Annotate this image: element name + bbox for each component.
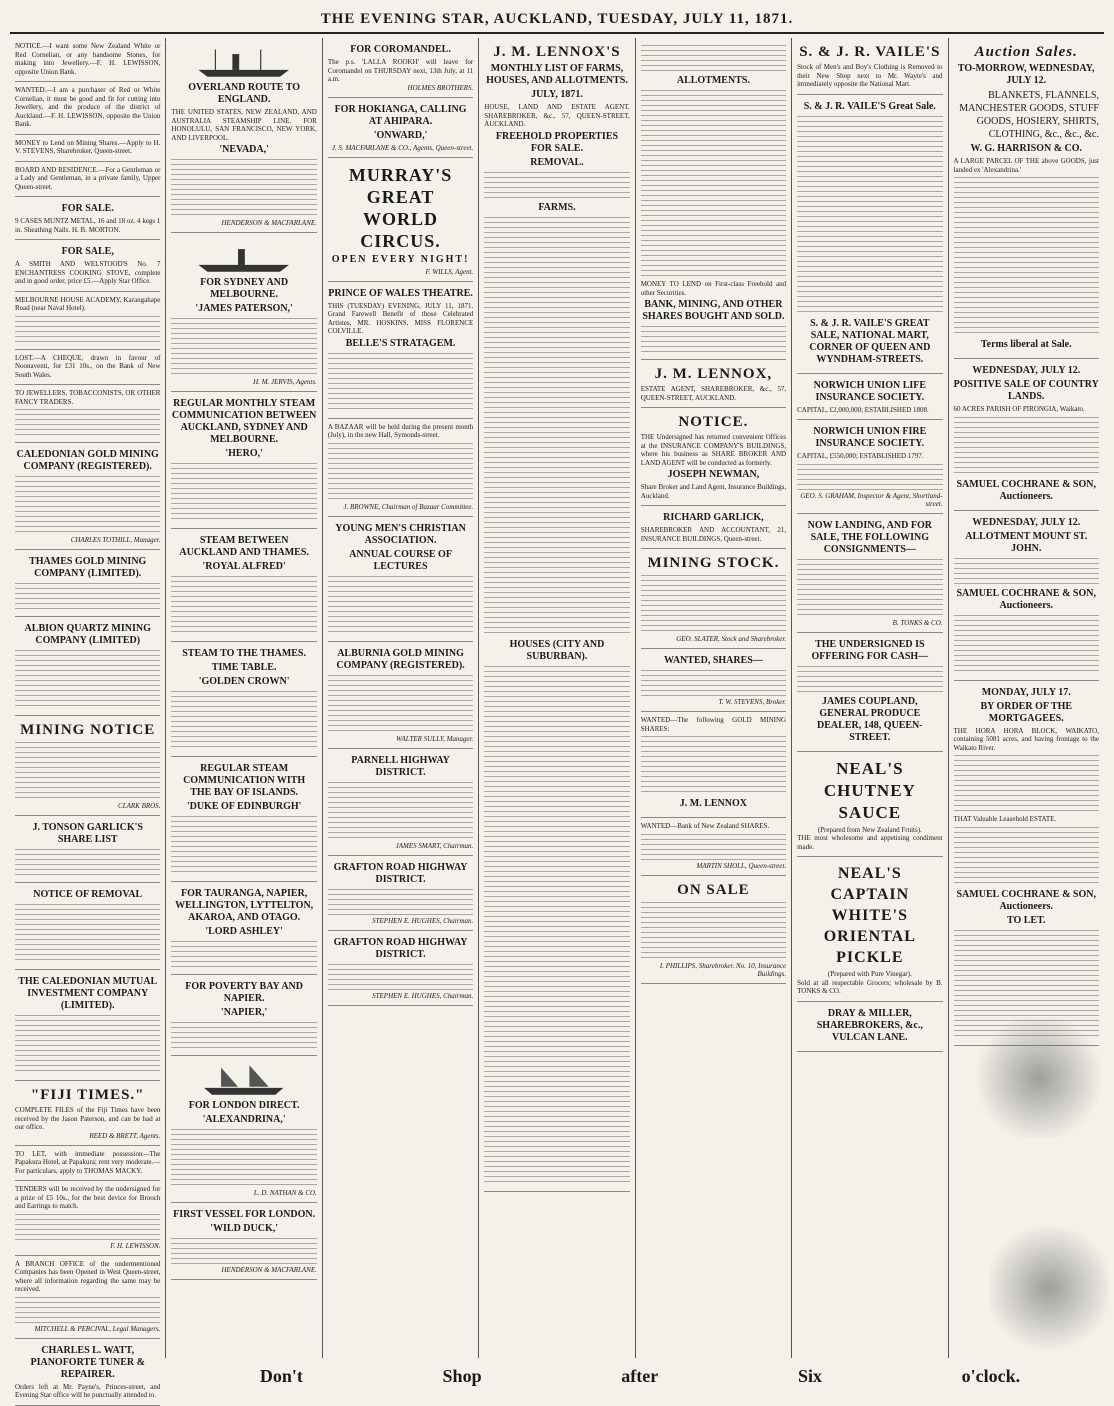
ad-hokianga: FOR HOKIANGA, CALLING AT AHIPARA. 'ONWARD,' J. S. MACFARLANE & CO., Agents, Queen-street. [328, 98, 473, 158]
ad-for-sale-stove: FOR SALE, A SMITH AND WELSTOOD'S No. 7 ENCHANTRESS COOKING STOVE, complete and in good order, price £5.—Apply Star Office. [15, 240, 160, 292]
ad-cornelian-notice: NOTICE.—I want some New Zealand White or Red Cornelian, or any handsome Stones, for making into Jewellery.—F. H. LEWISSON, opposite Union Bank. [15, 38, 160, 82]
ad-board-residence: BOARD AND RESIDENCE.—For a Gentleman or a Lady and Gentleman, in a private family, Upper Queen-street. [15, 162, 160, 198]
ad-lennox-estate: J. M. LENNOX, ESTATE AGENT, SHAREBROKER, &c., 57, QUEEN-STREET, AUCKLAND. [641, 360, 786, 408]
ad-albion: ALBION QUARTZ MINING COMPANY (LIMITED) [15, 617, 160, 716]
ad-parnell-highway: PARNELL HIGHWAY DISTRICT. JAMES SMART, Chairman. [328, 749, 473, 856]
ad-bazaar: A BAZAAR will be held during the present month (July), in the new Hall, Symonds-street. J. BROWNE, Chairman of Bazaar Committee. [328, 419, 473, 517]
ad-poverty-bay: FOR POVERTY BAY AND NAPIER. 'NAPIER,' [171, 975, 316, 1056]
ad-dray-miller: DRAY & MILLER, SHAREBROKERS, &c., VULCAN LANE. [797, 1002, 942, 1052]
ad-grafton-highway-1: GRAFTON ROAD HIGHWAY DISTRICT. STEPHEN E. HUGHES, Chairman. [328, 856, 473, 931]
ad-offering-cash: THE UNDERSIGNED IS OFFERING FOR CASH— JAMES COUPLAND, GENERAL PRODUCE DEALER, 148, QUEEN-STREET. [797, 633, 942, 752]
ad-lennox-monthly-list: J. M. LENNOX'S MONTHLY LIST OF FARMS, HOUSES, AND ALLOTMENTS. JULY, 1871. HOUSE, LAND AND ESTATE AGENT, SHAREBROKER, &c., 57, QUEEN-STREET, AUCKLAND. FREEHOLD PROPERTIES FOR SALE. REMOVAL. FARMS. HOUSES (CITY AND SUBURBAN). [484, 38, 629, 1192]
ad-on-sale: ON SALE I. PHILLIPS, Sharebroker. No. 10, Insurance Buildings. [641, 876, 786, 984]
footer-slogan [190, 1366, 1090, 1387]
masthead [10, 6, 1104, 34]
ad-jewellers: TO JEWELLERS, TOBACCONISTS, OR OTHER FANCY TRADERS. [15, 385, 160, 443]
ad-prince-of-wales-theatre: PRINCE OF WALES THEATRE. THIS (TUESDAY) EVENING, JULY 11, 1871. Grand Farewell Benefit of those Celebrated Artistes, MR. HOSKINS, MISS FLORENCE COLVILLE. BELLE'S STRATAGEM. [328, 282, 473, 419]
ad-cornelian-wanted: WANTED.—I am a purchaser of Red or White Cornelian, it must be good and fit for cutting into Jewellery, and the produce of the district of Auckland.—F. H. LEWISSON, opposite the Union Bank. [15, 82, 160, 135]
ad-bay-of-islands: REGULAR STEAM COMMUNICATION WITH THE BAY OF ISLANDS. 'DUKE OF EDINBURGH' [171, 757, 316, 882]
ad-circus: MURRAY'S GREAT WORLD CIRCUS. OPEN EVERY NIGHT! F. WILLS, Agent. [328, 158, 473, 282]
ad-fiji-times: "FIJI TIMES." COMPLETE FILES of the Fiji Times have been received by the Jason Paterson, and can be had at our office. REED & BRETT, Agents. [15, 1081, 160, 1146]
masthead-title: THE EVENING STAR, AUCKLAND, TUESDAY, JULY 11, 1871. [320, 11, 794, 27]
footer-word: after [621, 1366, 659, 1386]
steamship-icon [171, 240, 316, 274]
ad-allotments: ALLOTMENTS. MONEY TO LEND on First-class Freehold and other Securities. BANK, MINING, AND OTHER SHARES BOUGHT AND SOLD. [641, 38, 786, 360]
ad-country-lands: WEDNESDAY, JULY 12. POSITIVE SALE OF COUNTRY LANDS. 60 ACRES PARISH OF PIRONGIA, Waikato. SAMUEL COCHRANE & SON, Auctioneers. [954, 359, 1099, 511]
footer-word: Shop [442, 1366, 482, 1386]
ad-wanted-gold-shares: WANTED—The following GOLD MINING SHARES: J. M. LENNOX [641, 712, 786, 818]
ad-mount-st-john: WEDNESDAY, JULY 12. ALLOTMENT MOUNT ST. JOHN. SAMUEL COCHRANE & SON, Auctioneers. [954, 511, 1099, 681]
ad-coromandel: FOR COROMANDEL. The p.s. 'LALLA ROOKH' will leave for Coromandel on THURSDAY next, 13th July, at 11 a.m. HOLMES BROTHERS. [328, 38, 473, 98]
ad-grafton-highway-2: GRAFTON ROAD HIGHWAY DISTRICT. STEPHEN E. HUGHES, Chairman. [328, 931, 473, 1006]
ad-vaile-clothing: S. & J. R. VAILE'S Stock of Men's and Boy's Clothing is Removed to their New Shop next to Mr. Wayte's and immediately opposite the National Mart. [797, 38, 942, 95]
footer-word: Don't [259, 1366, 303, 1386]
ad-norwich-life: NORWICH UNION LIFE INSURANCE SOCIETY. CAPITAL, £2,000,000; ESTABLISHED 1808. [797, 374, 942, 421]
ad-mining-stock: MINING STOCK. GEO. SLATER, Stock and Sharebroker. [641, 549, 786, 649]
ad-steam-thames: STEAM TO THE THAMES. TIME TABLE. 'GOLDEN CROWN' [171, 642, 316, 757]
ad-notice-removal: NOTICE OF REMOVAL [15, 883, 160, 970]
ad-lost-cheque: LOST.—A CHEQUE, drawn in favour of Noonaventi, for £31 10s., on the Bank of New South Wales. [15, 350, 160, 386]
ad-newman-notice: NOTICE. THE Undersigned has returned convenient Offices at the INSURANCE COMPANY'S BUILDINGS, where his business as SHARE BROKER AND LAND AGENT will be conducted as formerly. JOSEPH NEWMAN, Share Broker and Land Agent, Insurance Buildings, Auckland. [641, 408, 786, 506]
ad-piano-tuner: CHARLES L. WATT, PIANOFORTE TUNER & REPAIRER. Orders left at Mr. Payne's, Princes-street, and Evening Star office will be punctually attended to. [15, 1339, 160, 1406]
ink-damage [969, 1018, 1109, 1138]
ad-hora-hora-block: MONDAY, JULY 17. BY ORDER OF THE MORTGAGEES. THE HORA HORA BLOCK, WAIKATO, containing 5081 acres, and having frontage to the Waikato River. THAT Valuable Leasehold ESTATE. SAMUEL COCHRANE & SON, Auctioneers. TO LET. [954, 681, 1099, 1046]
ad-academy: MELBOURNE HOUSE ACADEMY, Karangahape Road (near Naval Hotel). [15, 292, 160, 350]
column-1 [10, 38, 166, 1399]
ink-damage [989, 1218, 1109, 1358]
ad-overland-route: OVERLAND ROUTE TO ENGLAND. THE UNITED STATES, NEW ZEALAND, AND AUSTRALIA STEAMSHIP LINE. FOR HONOLULU, SAN FRANCISCO, NEW YORK, AND LIVERPOOL. 'NEVADA,' HENDERSON & MACFARLANE. [171, 38, 316, 233]
ad-garlick: RICHARD GARLICK, SHAREBROKER AND ACCOUNTANT, 21, INSURANCE BUILDINGS, Queen-street. [641, 506, 786, 549]
ad-tauranga: FOR TAURANGA, NAPIER, WELLINGTON, LYTTELTON, AKAROA, AND OTAGO. 'LORD ASHLEY' [171, 882, 316, 975]
sailing-ship-icon [171, 1063, 316, 1097]
ad-now-landing: NOW LANDING, AND FOR SALE, THE FOLLOWING CONSIGNMENTS— B. TONKS & CO. [797, 514, 942, 633]
ad-for-sale-metal: FOR SALE. 9 CASES MUNTZ METAL, 16 and 18 oz. 4 kegs 1 in. Sheathing Nails. H. B. MORTON. [15, 197, 160, 240]
ad-mining-notice: MINING NOTICE CLARK BROS. [15, 716, 160, 816]
ad-neals-chutney: NEAL'S CHUTNEY SAUCE (Prepared from New Zealand Fruits). THE most wholesome and appetising condiment made. [797, 752, 942, 858]
ad-auction-sales: Auction Sales. TO-MORROW, WEDNESDAY, JULY 12. BLANKETS, FLANNELS, MANCHESTER GOODS, STUFF GOODS, HOSIERY, SHIRTS, CLOTHING, &c., &c., &c. W. G. HARRISON & CO. A LARGE PARCEL OF THE above GOODS, just landed ex 'Alexandrina.' Terms liberal at Sale. [954, 38, 1099, 359]
column-4 [479, 38, 635, 1358]
ad-steam-between: STEAM BETWEEN AUCKLAND AND THAMES. 'ROYAL ALFRED' [171, 529, 316, 642]
ad-caledonian: CALEDONIAN GOLD MINING COMPANY (REGISTERED). CHARLES TOTHILL, Manager. [15, 443, 160, 550]
column-3 [323, 38, 479, 1358]
ad-wanted-bank-shares: WANTED—Bank of New Zealand SHARES. MARTIN SHOLL, Queen-street. [641, 818, 786, 876]
ad-alburnia: ALBURNIA GOLD MINING COMPANY (REGISTERED). WALTER SULLY, Manager. [328, 642, 473, 749]
ad-vaile-great-sale-list: S. & J. R. VAILE'S Great Sale. S. & J. R. VAILE'S GREAT SALE, NATIONAL MART, CORNER OF QUEEN AND WYNDHAM-STREETS. [797, 95, 942, 374]
ad-first-vessel: FIRST VESSEL FOR LONDON. 'WILD DUCK,' HENDERSON & MACFARLANE. [171, 1203, 316, 1280]
ad-caledonian-mutual: THE CALEDONIAN MUTUAL INVESTMENT COMPANY (LIMITED). [15, 970, 160, 1081]
ad-ymca: YOUNG MEN'S CHRISTIAN ASSOCIATION. ANNUAL COURSE OF LECTURES [328, 517, 473, 642]
ad-oriental-pickle: NEAL'S CAPTAIN WHITE'S ORIENTAL PICKLE (Prepared with Pure Vinegar). Sold at all respectable Grocers; wholesale by B. TONKS & CO. [797, 857, 942, 1002]
ad-branch-office: A BRANCH OFFICE of the undermentioned Companies has been Opened in West Queen-street, where all information regarding the same may be received. MITCHELL & PERCIVAL, Legal Managers. [15, 1256, 160, 1339]
ad-money-lend: MONEY to Lend on Mining Shares.—Apply to H. V. STEVENS, Sharebroker, Queen-street. [15, 135, 160, 162]
ad-norwich-fire: NORWICH UNION FIRE INSURANCE SOCIETY. CAPITAL, £550,000; ESTABLISHED 1797. GEO. S. GRAHAM, Inspector & Agent, Shortland-street. [797, 420, 942, 514]
ad-wanted-shares: WANTED, SHARES— T. W. STEVENS, Broker. [641, 649, 786, 712]
ad-monthly-steam: REGULAR MONTHLY STEAM COMMUNICATION BETWEEN AUCKLAND, SYDNEY AND MELBOURNE. 'HERO,' [171, 392, 316, 529]
footer-word: o'clock. [961, 1366, 1021, 1386]
steamship-icon [171, 45, 316, 79]
ad-to-let-hotel: TO LET, with immediate possession—The Papakura Hotel, at Papakura; rent very moderate.—For particulars, apply to THOMAS MACKY. [15, 1146, 160, 1182]
ad-tonson-share-list: J. TONSON GARLICK'S SHARE LIST [15, 816, 160, 883]
footer-word: Six [797, 1366, 822, 1386]
column-2 [166, 38, 322, 1358]
column-7 [949, 38, 1104, 1358]
ad-sydney-melbourne: FOR SYDNEY AND MELBOURNE. 'JAMES PATERSON,' H. M. JERVIS, Agents. [171, 233, 316, 392]
ad-london-direct: FOR LONDON DIRECT. 'ALEXANDRINA,' L. D. NATHAN & CO. [171, 1056, 316, 1203]
ad-thames-gold: THAMES GOLD MINING COMPANY (LIMITED). [15, 550, 160, 617]
ad-tenders: TENDERS will be received by the undersigned for a prize of £5 10s., for the best device for Brooch and Earrings to match. F. H. LEWISSON. [15, 1181, 160, 1256]
column-6 [792, 38, 948, 1358]
column-5 [636, 38, 792, 1358]
